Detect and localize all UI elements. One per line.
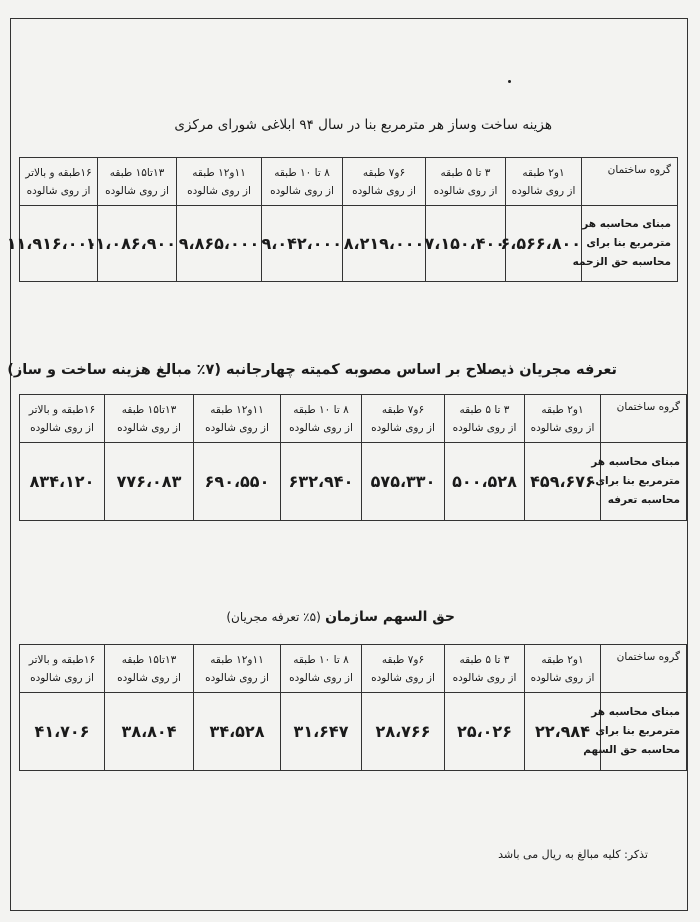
construction-cost-title: هزینه ساخت وساز هر مترمربع بنا در سال ۹۴ ابلاغی شورای مرکزی <box>174 117 552 133</box>
value-cell: ۷،۱۵۰،۴۰۰ <box>426 206 506 282</box>
value-cell: ۷۷۶،۰۸۳ <box>105 443 194 521</box>
row-label-cell: مبنای محاسبه هر مترمربع بنا برای محاسبه حق الزحمه <box>582 206 678 282</box>
value-cell: ۶،۵۶۶،۸۰۰ <box>506 206 582 282</box>
table-header-row <box>20 395 687 443</box>
footer-note: تذکر: کلیه مبالغ به ریال می باشد <box>498 848 648 861</box>
contractor-fee-table <box>19 394 687 521</box>
table-row <box>20 443 687 521</box>
column-header: ۱۱و۱۲ طبقه از روی شالوده <box>194 645 281 693</box>
column-header: ۱۳تا۱۵ طبقه از روی شالوده <box>105 395 194 443</box>
value-cell: ۵۰۰،۵۲۸ <box>445 443 525 521</box>
column-header: ۳ تا ۵ طبقه از روی شالوده <box>445 645 525 693</box>
value-cell: ۲۲،۹۸۴ <box>525 693 601 771</box>
value-cell: ۱۱،۰۸۶،۹۰۰ <box>98 206 177 282</box>
org-share-title-sub: (۵٪ تعرفه مجریان) <box>226 610 321 624</box>
table-row <box>20 206 678 282</box>
value-cell: ۶۹۰،۵۵۰ <box>194 443 281 521</box>
column-header: ۶و۷ طبقه از روی شالوده <box>343 158 426 206</box>
row-label-cell: مبنای محاسبه هر مترمربع بنا برای محاسبه حق السهم <box>601 693 687 771</box>
group-header-cell: گروه ساختمان <box>582 158 678 206</box>
org-share-title-main: حق السهم سازمان <box>325 609 455 625</box>
value-cell: ۵۷۵،۳۳۰ <box>362 443 445 521</box>
value-cell: ۹،۸۶۵،۰۰۰ <box>177 206 262 282</box>
contractor-fee-title: تعرفه مجریان ذیصلاح بر اساس مصوبه کمیته چهارجانبه (۷٪ مبالغ هزینه ساخت و ساز) <box>7 362 617 378</box>
column-header: ۱۶طبقه و بالاتر از روی شالوده <box>20 158 98 206</box>
table-row <box>20 693 687 771</box>
column-header: ۱۱و۱۲ طبقه از روی شالوده <box>177 158 262 206</box>
column-header: ۸ تا ۱۰ طبقه از روی شالوده <box>281 395 362 443</box>
value-cell: ۸۳۴،۱۲۰ <box>20 443 105 521</box>
column-header: ۱۶طبقه و بالاتر از روی شالوده <box>20 395 105 443</box>
org-share-title <box>226 609 455 625</box>
table-header-row <box>20 645 687 693</box>
column-header: ۶و۷ طبقه از روی شالوده <box>362 395 445 443</box>
value-cell: ۴۱،۷۰۶ <box>20 693 105 771</box>
value-cell: ۳۸،۸۰۴ <box>105 693 194 771</box>
column-header: ۶و۷ طبقه از روی شالوده <box>362 645 445 693</box>
table-header-row <box>20 158 678 206</box>
column-header: ۱و۲ طبقه از روی شالوده <box>525 645 601 693</box>
construction-cost-table <box>6 157 678 282</box>
value-cell: ۹،۰۴۲،۰۰۰ <box>262 206 343 282</box>
column-header: ۱۶طبقه و بالاتر از روی شالوده <box>20 645 105 693</box>
column-header: ۱۳تا۱۵ طبقه از روی شالوده <box>98 158 177 206</box>
group-header-cell: گروه ساختمان <box>601 645 687 693</box>
row-label-cell: مبنای محاسبه هر مترمربع بنا برای. محاسبه تعرفه <box>601 443 687 521</box>
column-header: ۸ تا ۱۰ طبقه از روی شالوده <box>262 158 343 206</box>
column-header: ۱و۲ طبقه از روی شالوده <box>525 395 601 443</box>
value-cell: ۳۱،۶۴۷ <box>281 693 362 771</box>
column-header: ۸ تا ۱۰ طبقه از روی شالوده <box>281 645 362 693</box>
group-header-cell: گروه ساختمان <box>601 395 687 443</box>
value-cell: ۳۴،۵۲۸ <box>194 693 281 771</box>
column-header: ۳ تا ۵ طبقه از روی شالوده <box>445 395 525 443</box>
value-cell: ۲۸،۷۶۶ <box>362 693 445 771</box>
column-header: ۱۱و۱۲ طبقه از روی شالوده <box>194 395 281 443</box>
value-cell: ۶۳۲،۹۴۰ <box>281 443 362 521</box>
value-cell: ۴۵۹،۶۷۶ <box>525 443 601 521</box>
column-header: ۱و۲ طبقه از روی شالوده <box>506 158 582 206</box>
value-cell: ۱۱،۹۱۶،۰۰۰ <box>20 206 98 282</box>
value-cell: ۲۵،۰۲۶ <box>445 693 525 771</box>
column-header: ۳ تا ۵ طبقه از روی شالوده <box>426 158 506 206</box>
stray-dot <box>508 80 511 83</box>
org-share-table <box>19 644 687 771</box>
value-cell: ۸،۲۱۹،۰۰۰ <box>343 206 426 282</box>
column-header: ۱۳تا۱۵ طبقه از روی شالوده <box>105 645 194 693</box>
